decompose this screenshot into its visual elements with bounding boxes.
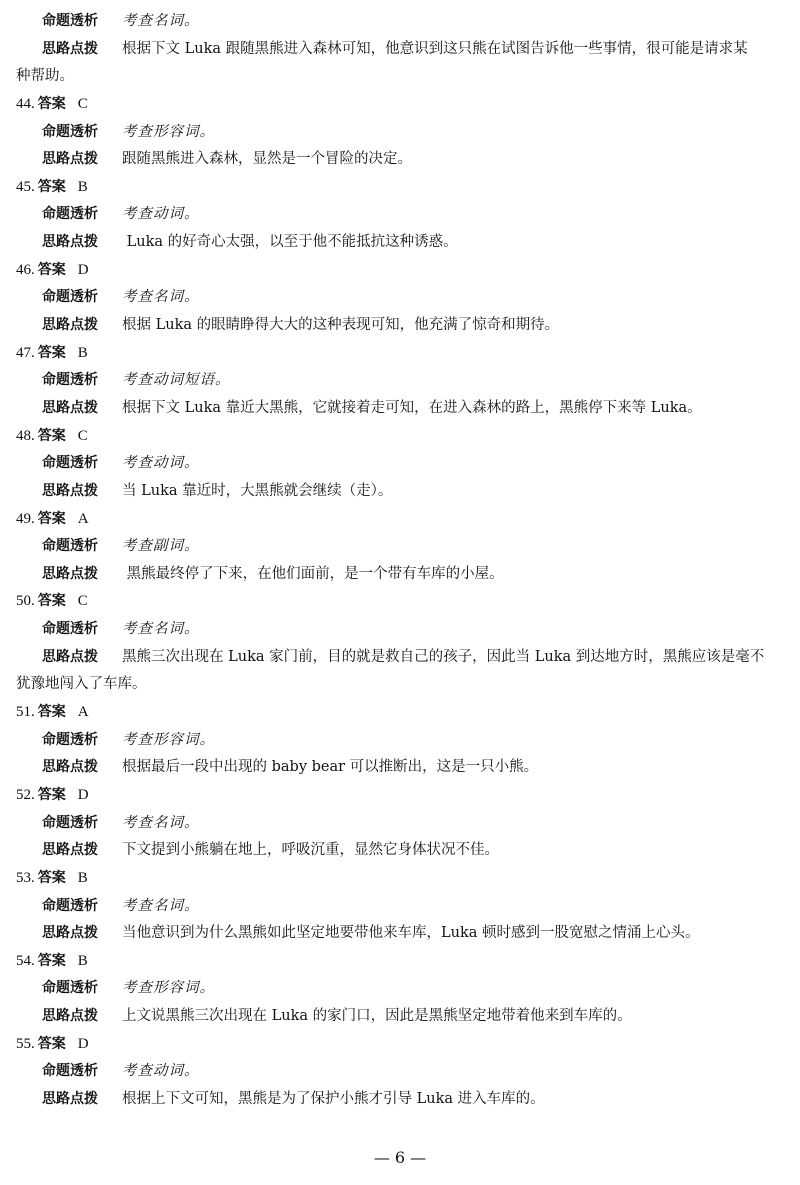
- answer-value: D: [77, 1035, 89, 1052]
- intro-idea-line: [0, 36, 800, 64]
- answer-line: [0, 782, 800, 810]
- question-number: 54.: [16, 952, 35, 969]
- idea-label: 思路点拨: [42, 565, 98, 582]
- answer-label: 答案: [37, 786, 66, 803]
- topic-line: [0, 893, 800, 921]
- answer-value: A: [77, 704, 89, 721]
- answer-line: [0, 174, 800, 202]
- idea-text: 黑熊三次出现在 Luka 家门前，目的就是救自己的孩子，因此当 Luka 到达地方时，黑熊应该是毫不: [122, 648, 765, 665]
- idea-label: 思路点拨: [42, 234, 98, 251]
- page-number: — 6 —: [373, 1148, 427, 1167]
- idea-text: 根据上下文可知，黑熊是为了保护小熊才引导 Luka 进入车库的。: [122, 1090, 545, 1107]
- intro-topic-line: [0, 8, 800, 36]
- topic-label: 命题透析: [42, 980, 98, 997]
- answer-label: 答案: [37, 952, 66, 969]
- topic-text: 考查名词。: [122, 814, 200, 831]
- question-number: 46.: [16, 261, 35, 278]
- idea-line: [0, 478, 800, 506]
- topic-text: 考查形容词。: [122, 731, 215, 748]
- question-number: 49.: [16, 510, 35, 527]
- topic-text: 考查动词。: [122, 1063, 200, 1080]
- answer-line: [0, 257, 800, 285]
- topic-label: 命题透析: [42, 897, 98, 914]
- idea-label: 思路点拨: [42, 399, 98, 416]
- answer-label: 答案: [37, 178, 66, 195]
- idea-text: 根据 Luka 的眼睛睁得大大的这种表现可知，他充满了惊奇和期待。: [122, 317, 560, 334]
- idea-label: 思路点拨: [42, 482, 98, 499]
- topic-text: 考查形容词。: [122, 123, 215, 140]
- answer-line: [0, 423, 800, 451]
- answer-label: 答案: [37, 593, 66, 610]
- answer-value: B: [77, 344, 88, 361]
- answer-value: D: [77, 261, 89, 278]
- idea-label: 思路点拨: [42, 317, 98, 334]
- topic-label: 命题透析: [42, 814, 98, 831]
- idea-text: 当他意识到为什么黑熊如此坚定地要带他来车库，Luka 顿时感到一股宽慰之情涌上心头。: [122, 925, 700, 942]
- question-number: 44.: [16, 95, 35, 112]
- idea-continuation: [0, 671, 800, 699]
- question-number: 48.: [16, 427, 35, 444]
- idea-line: [0, 1086, 800, 1114]
- idea-line: [0, 229, 800, 257]
- idea-line: [0, 312, 800, 340]
- question-number: 52.: [16, 786, 35, 803]
- idea-text: 上文说黑熊三次出现在 Luka 的家门口，因此是黑熊坚定地带着他来到车库的。: [122, 1008, 632, 1025]
- answer-value: B: [77, 952, 88, 969]
- answer-line: [0, 506, 800, 534]
- idea-line: [0, 561, 800, 589]
- topic-text: 考查动词短语。: [122, 372, 231, 389]
- idea-label: 思路点拨: [42, 648, 98, 665]
- idea-label: 思路点拨: [42, 842, 98, 859]
- topic-line: [0, 616, 800, 644]
- topic-line: [0, 367, 800, 395]
- intro-idea-continuation: [0, 63, 800, 91]
- topic-label: 命题透析: [42, 123, 98, 140]
- idea-text: 根据下文 Luka 靠近大黑熊，它就接着走可知，在进入森林的路上，黑熊停下来等 Luka。: [122, 399, 702, 416]
- idea-line: [0, 146, 800, 174]
- idea-label: 思路点拨: [42, 759, 98, 776]
- question-number: 50.: [16, 593, 35, 610]
- topic-line: [0, 119, 800, 147]
- answer-value: B: [77, 869, 88, 886]
- idea-text: 根据最后一段中出现的 baby bear 可以推断出，这是一只小熊。: [122, 759, 539, 776]
- topic-label: 命题透析: [42, 731, 98, 748]
- answer-value: A: [77, 510, 89, 527]
- idea-text: Luka 的好奇心太强，以至于他不能抵抗这种诱惑。: [122, 234, 458, 251]
- topic-label: 命题透析: [42, 1063, 98, 1080]
- idea-label: 思路点拨: [42, 1008, 98, 1025]
- answer-label: 答案: [37, 95, 66, 112]
- answer-line: [0, 1031, 800, 1059]
- answer-line: [0, 340, 800, 368]
- topic-text: 考查名词。: [122, 289, 200, 306]
- topic-text: 考查副词。: [122, 538, 200, 555]
- topic-line: [0, 975, 800, 1003]
- question-number: 51.: [16, 704, 35, 721]
- topic-label: 命题透析: [42, 372, 98, 389]
- idea-text: 当 Luka 靠近时，大黑熊就会继续（走）。: [122, 482, 393, 499]
- answer-line: [0, 948, 800, 976]
- idea-text: 下文提到小熊躺在地上，呼吸沉重，显然它身体状况不佳。: [122, 842, 499, 859]
- answer-list: [0, 8, 800, 1114]
- idea-line: [0, 1003, 800, 1031]
- idea-label: 思路点拨: [42, 40, 98, 57]
- topic-text: 考查名词。: [122, 13, 200, 29]
- idea-line: [0, 644, 800, 672]
- question-number: 55.: [16, 1035, 35, 1052]
- answer-label: 答案: [37, 261, 66, 278]
- answer-label: 答案: [37, 510, 66, 527]
- question-number: 53.: [16, 869, 35, 886]
- idea-continuation-text: 犹豫地闯入了车库。: [16, 676, 147, 693]
- answer-line: [0, 699, 800, 727]
- topic-label: 命题透析: [42, 13, 98, 29]
- topic-line: [0, 533, 800, 561]
- idea-text: 黑熊最终停了下来，在他们面前，是一个带有车库的小屋。: [122, 565, 504, 582]
- idea-line: [0, 395, 800, 423]
- topic-label: 命题透析: [42, 455, 98, 472]
- answer-label: 答案: [37, 1035, 66, 1052]
- answer-label: 答案: [37, 869, 66, 886]
- answer-value: C: [77, 593, 88, 610]
- topic-label: 命题透析: [42, 289, 98, 306]
- question-number: 45.: [16, 178, 35, 195]
- topic-line: [0, 727, 800, 755]
- topic-label: 命题透析: [42, 621, 98, 638]
- idea-line: [0, 837, 800, 865]
- answer-value: D: [77, 786, 89, 803]
- topic-text: 考查动词。: [122, 455, 200, 472]
- idea-text: 根据下文 Luka 跟随黑熊进入森林可知，他意识到这只熊在试图告诉他一些事情，很可能是请求某: [122, 40, 748, 57]
- topic-line: [0, 284, 800, 312]
- topic-text: 考查名词。: [122, 897, 200, 914]
- answer-line: [0, 865, 800, 893]
- topic-text: 考查名词。: [122, 621, 200, 638]
- answer-value: C: [77, 95, 88, 112]
- idea-text: 跟随黑熊进入森林，显然是一个冒险的决定。: [122, 151, 412, 168]
- idea-line: [0, 920, 800, 948]
- answer-label: 答案: [37, 427, 66, 444]
- topic-label: 命题透析: [42, 538, 98, 555]
- idea-label: 思路点拨: [42, 151, 98, 168]
- answer-label: 答案: [37, 704, 66, 721]
- answer-value: B: [77, 178, 88, 195]
- topic-line: [0, 450, 800, 478]
- idea-continuation-text: 种帮助。: [16, 68, 74, 85]
- answer-line: [0, 91, 800, 119]
- answer-label: 答案: [37, 344, 66, 361]
- question-number: 47.: [16, 344, 35, 361]
- topic-line: [0, 1058, 800, 1086]
- answer-line: [0, 588, 800, 616]
- topic-line: [0, 810, 800, 838]
- idea-line: [0, 754, 800, 782]
- answer-value: C: [77, 427, 88, 444]
- topic-line: [0, 201, 800, 229]
- topic-text: 考查形容词。: [122, 980, 215, 997]
- idea-label: 思路点拨: [42, 925, 98, 942]
- topic-text: 考查动词。: [122, 206, 200, 223]
- idea-label: 思路点拨: [42, 1090, 98, 1107]
- topic-label: 命题透析: [42, 206, 98, 223]
